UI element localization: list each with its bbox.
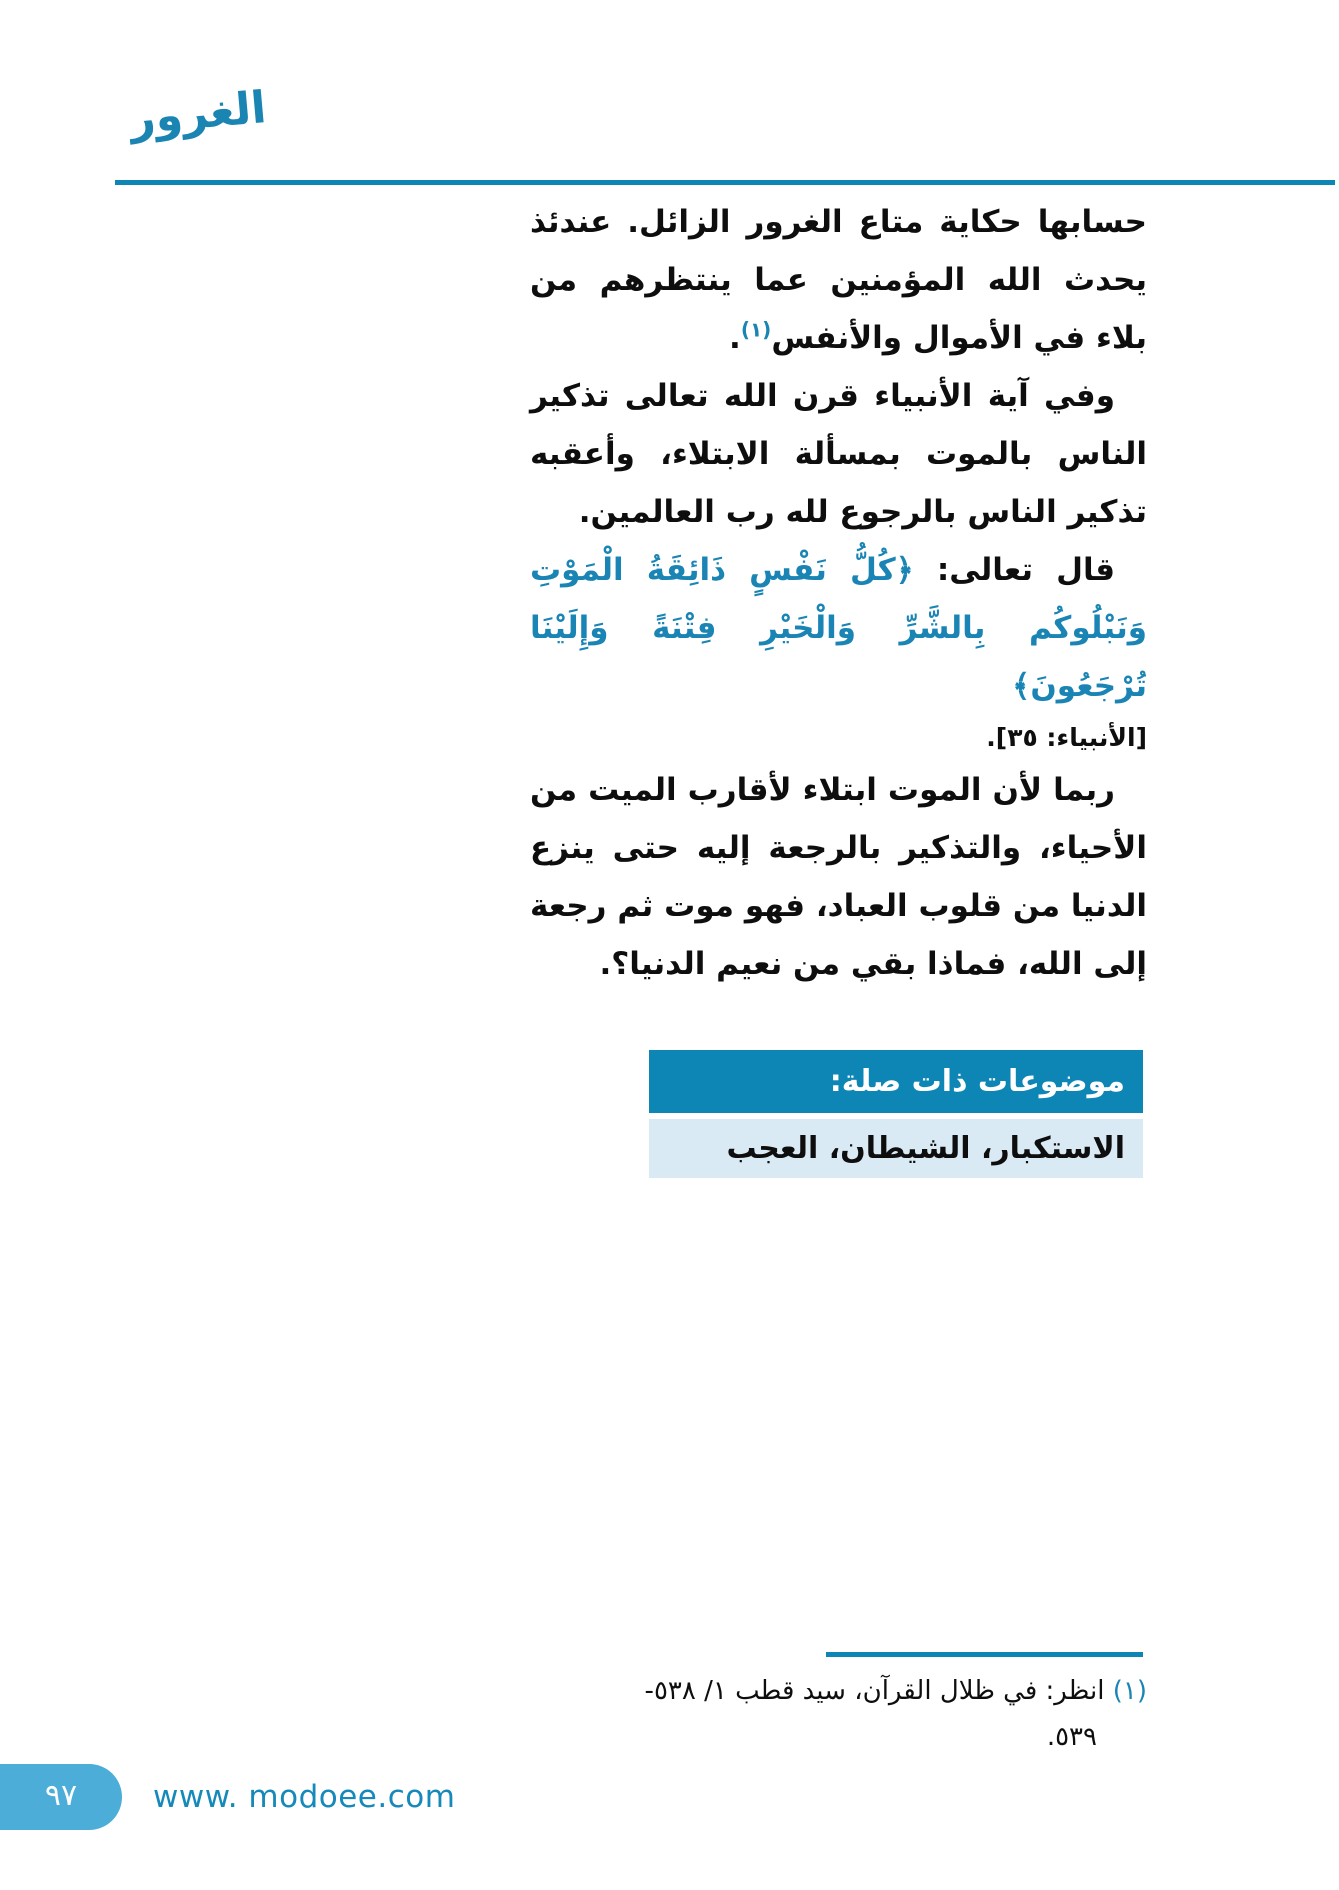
footnote-marker: (١) — [1104, 1676, 1147, 1706]
page-number-badge: ٩٧ — [0, 1764, 122, 1830]
article-body — [530, 193, 1147, 993]
footnote-line-2: ٥٣٩. — [1046, 1722, 1097, 1752]
verse-reference: [الأنبياء: ٣٥]. — [986, 723, 1147, 752]
footnote-reference-superscript: (١) — [740, 317, 772, 342]
website-url: www. modoee.com — [153, 1779, 456, 1815]
chapter-title: الغرور — [127, 82, 269, 145]
footnote-line-1 — [627, 1668, 1147, 1714]
footnote-text: انظر: في ظلال القرآن، سيد قطب ١/ ٥٣٨- — [644, 1676, 1105, 1706]
footnote — [627, 1668, 1147, 1760]
paragraph-1 — [530, 193, 1147, 367]
related-topics-heading-bar: موضوعات ذات صلة: — [649, 1050, 1143, 1113]
quran-verse: ﴿كُلُّ نَفْسٍ ذَائِقَةُ الْمَوْتِ وَنَبْلُوكُم بِالشَّرِّ وَالْخَيْرِ فِتْنَةً وَإِلَيْنَا تُرْجَعُونَ﴾ — [530, 552, 1147, 704]
paragraph-2: وفي آية الأنبياء قرن الله تعالى تذكير الناس بالموت بمسألة الابتلاء، وأعقبه تذكير الناس بالرجوع لله رب العالمين. — [530, 378, 1147, 530]
related-topics-list-bar: الاستكبار، الشيطان، العجب — [649, 1119, 1143, 1178]
qala-taala-label: قال تعالى: — [913, 552, 1115, 588]
footnote-separator — [826, 1652, 1143, 1657]
paragraph-1-text: حسابها حكاية متاع الغرور الزائل. عندئذ يحدث الله المؤمنين عما ينتظرهم من بلاء في الأموال والأنفس — [530, 204, 1147, 356]
header-divider — [115, 180, 1335, 185]
paragraph-verse — [530, 541, 1147, 715]
paragraph-1-period: . — [729, 320, 741, 356]
paragraph-3: ربما لأن الموت ابتلاء لأقارب الميت من الأحياء، والتذكير بالرجعة إليه حتى ينزع الدنيا من قلوب العباد، فهو موت ثم رجعة إلى الله، فماذا بقي من نعيم الدنيا؟. — [530, 772, 1147, 982]
